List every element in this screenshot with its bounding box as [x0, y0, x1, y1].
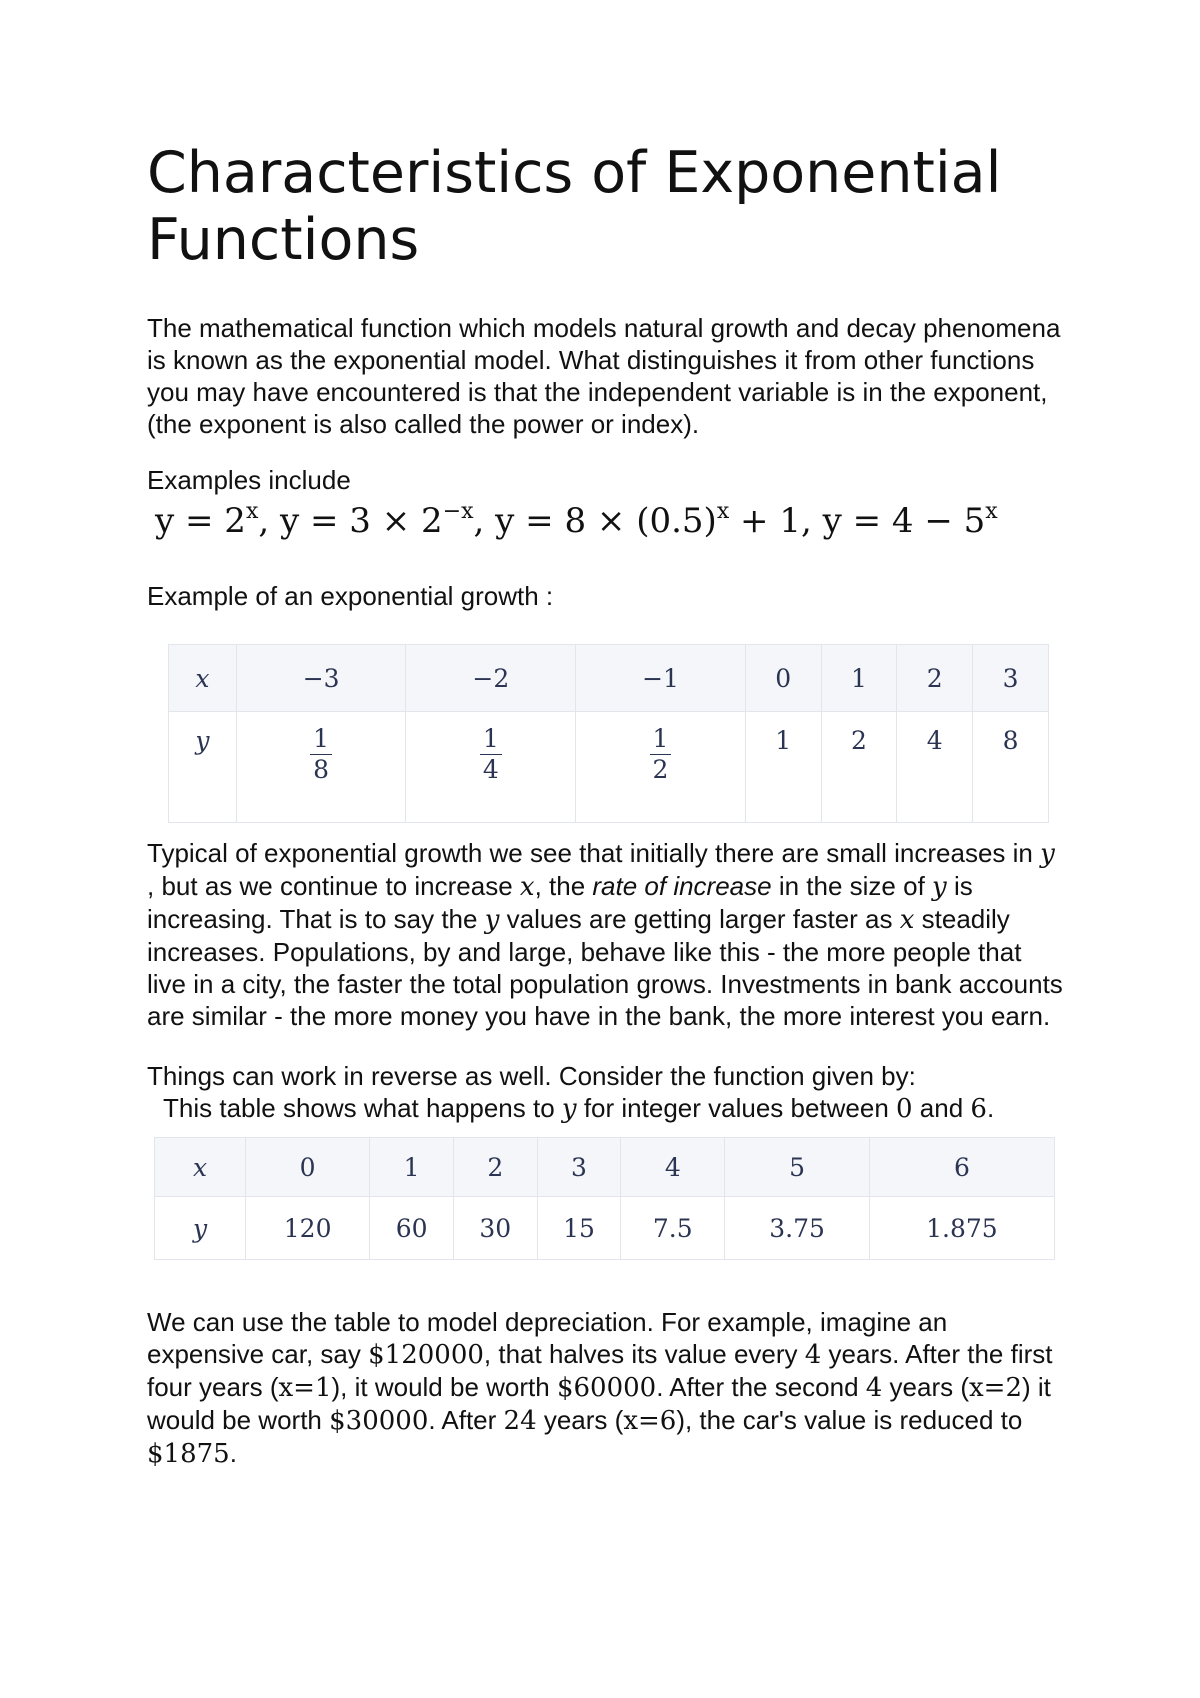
growth-x-cell: −2 [406, 645, 576, 712]
growth-table-y-row [169, 712, 1049, 823]
growth-table-x-row [169, 645, 1049, 712]
growth-x-cell: 3 [973, 645, 1049, 712]
growth-x-cell: 0 [745, 645, 821, 712]
decay-x-cell: 0 [246, 1138, 370, 1197]
reverse-paragraph: Things can work in reverse as well. Consider the function given by: [147, 1061, 916, 1091]
decay-x-cell: 3 [537, 1138, 621, 1197]
examples-label: Examples include [147, 465, 351, 495]
page-title: Characteristics of Exponential Functions [147, 140, 1002, 273]
decay-table-caption: This table shows what happens to y for integer values between 0 and 6. [163, 1093, 995, 1124]
decay-y-header: y [155, 1197, 246, 1260]
growth-explanation-paragraph: Typical of exponential growth we see that initially there are small increases in y , but as we continue to increase x, the rate of increase in the size of y is increasing. That is to say the y values are getting larger faster as x steadily increases. Populations, by and large, behave like this - the more people that live in a city, the faster the total population grows. Investments in bank accounts are similar - the more money you have in the bank, the more interest you earn. [147, 838, 1063, 1031]
growth-y-cell: 8 [973, 712, 1049, 823]
growth-y-cell: 2 [821, 712, 897, 823]
fraction: $\frac{1}{4}$ [480, 726, 502, 783]
growth-y-cell [576, 712, 746, 823]
formula-4: $y = 4 - 5^x$ [822, 499, 998, 541]
growth-x-cell: 1 [821, 645, 897, 712]
decay-x-cell: 2 [453, 1138, 537, 1197]
growth-table [168, 644, 1049, 823]
decay-y-cell: 1.875 [869, 1197, 1054, 1260]
decay-table-y-row [155, 1197, 1055, 1260]
decay-x-cell: 4 [621, 1138, 725, 1197]
fraction: $\frac{1}{8}$ [310, 726, 332, 783]
decay-x-header: x [155, 1138, 246, 1197]
growth-x-cell: −1 [576, 645, 746, 712]
formula-3: $y = 8 \times (0.5)^x + 1$ [495, 499, 801, 541]
example-formulas: $y = 2^x$, $y = 3 \times 2^{-x}$, $y = 8 \times (0.5)^x + 1$, $y = 4 - 5^x$ [155, 499, 998, 541]
decay-x-cell: 1 [370, 1138, 454, 1197]
formula-2: $y = 3 \times 2^{-x}$ [280, 499, 474, 541]
decay-y-cell: 120 [246, 1197, 370, 1260]
growth-y-cell [406, 712, 576, 823]
growth-x-cell: 2 [897, 645, 973, 712]
decay-y-cell: 3.75 [725, 1197, 870, 1260]
growth-y-cell [236, 712, 406, 823]
decay-y-cell: 15 [537, 1197, 621, 1260]
decay-y-cell: 60 [370, 1197, 454, 1260]
growth-x-header: x [169, 645, 237, 712]
formula-1: $y = 2^x$ [155, 499, 259, 541]
decay-table [154, 1137, 1055, 1260]
decay-y-cell: 30 [453, 1197, 537, 1260]
fraction: $\frac{1}{2}$ [650, 726, 672, 783]
decay-x-cell: 5 [725, 1138, 870, 1197]
document-page [147, 140, 1067, 1470]
growth-label: Example of an exponential growth : [147, 581, 554, 611]
decay-y-cell: 7.5 [621, 1197, 725, 1260]
intro-paragraph: The mathematical function which models natural growth and decay phenomena is known as the exponential model. What distinguishes it from other functions you may have encountered is that the independent variable is in the exponent, (the exponent is also called the power or index). [147, 313, 1061, 439]
rate-of-increase-emphasis: rate of increase [592, 871, 772, 901]
growth-y-cell: 1 [745, 712, 821, 823]
growth-y-cell: 4 [897, 712, 973, 823]
growth-y-header: y [169, 712, 237, 823]
depreciation-paragraph: We can use the table to model depreciation. For example, imagine an expensive car, say $120000, that halves its value every 4 years. After the first four years (x=1), it would be worth $60000. After the second 4 years (x=2) it would be worth $30000. After 24 years (x=6), the car's value is reduced to $1875. [147, 1307, 1053, 1469]
decay-table-x-row [155, 1138, 1055, 1197]
growth-x-cell: −3 [236, 645, 406, 712]
decay-x-cell: 6 [869, 1138, 1054, 1197]
